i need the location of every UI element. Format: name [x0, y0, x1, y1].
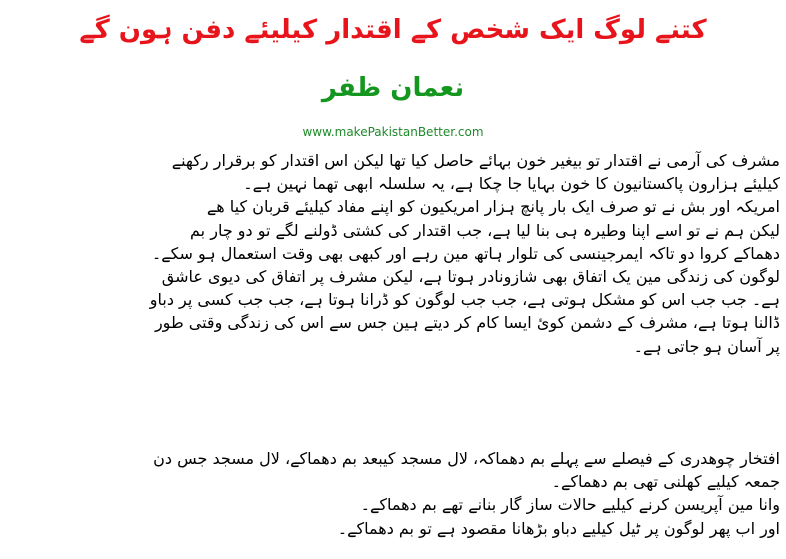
- text-line: کیلیئے ہزارون پاکستانیون کا خون بہایا جا چکا ہے، یہ سلسلہ ابھی تھما نہین ہے۔: [243, 174, 780, 194]
- text-line: جمعہ کیلیے کھلنی تھی بم دھماکے۔: [551, 472, 780, 492]
- text-line: افتخار چوھدری کے فیصلے سے پہلے بم دھماکہ، لال مسجد کیبعد بم دھماکے، لال مسجد جس دن: [153, 449, 780, 468]
- article-paragraph-1: [20, 149, 780, 358]
- text-line: وانا مین آپریسن کرنے کیلیے حالات ساز گار بنانے تھے بم دھماکے۔: [360, 495, 780, 515]
- text-line: اور اب پھر لوگون پر ٹیل کیلیے دباو بڑھانا مقصود ہے تو بم دھماکے۔: [337, 518, 780, 538]
- article-title: کتنے لوگ ایک شخص کے اقتدار کیلیئے دفن ہون گے: [79, 15, 707, 45]
- text-line: مشرف کی آرمی نے اقتدار تو بیغیر خون بہائے حاصل کیا تھا لیکن اس اقتدار کو برقرار رکھنے: [171, 151, 780, 170]
- text-line: لوگون کی زندگی مین یک اتفاق بھی شازونادر ہوتا ہے، لیکن مشرف پر اتفاق کی دیوی عاشق: [161, 266, 780, 286]
- text-line: پر آسان ہو جاتی ہے۔: [633, 336, 780, 356]
- text-line: دھماکے کروا دو تاکہ ایمرجینسی کی تلوار ہاتھ مین رہے اور کبھی بھی وقت استعمال ہو سکے۔: [151, 243, 780, 263]
- website-link[interactable]: www.makePakistanBetter.com: [302, 125, 484, 139]
- text-line: ہے۔ جب جب اس کو مشکل ہوتی ہے، جب جب لوگون کو ڈرانا ہوتا ہے، جب جب کسی پر دباو: [149, 290, 780, 310]
- text-line: ڈالنا ہوتا ہے، مشرف کے دشمن کوئ ایسا کام کر دیتے ہین جس سے اس کی زندگی وقتی طور: [154, 313, 780, 333]
- author-name: نعمان ظفر: [321, 73, 465, 103]
- article-paragraph-2: [20, 447, 780, 540]
- text-line: امریکہ اور بش نے تو صرف ایک بار پانچ ہزار امریکیون کو اپنے مفاد کیلیئے قربان کیا ھے: [206, 197, 780, 217]
- text-line: لیکن ہم نے تو اسے اپنا وطیرہ ہی بنا لیا ہے، جب اقتدار کی کشتی ڈولنے لگے تو دو چار بم: [190, 220, 780, 240]
